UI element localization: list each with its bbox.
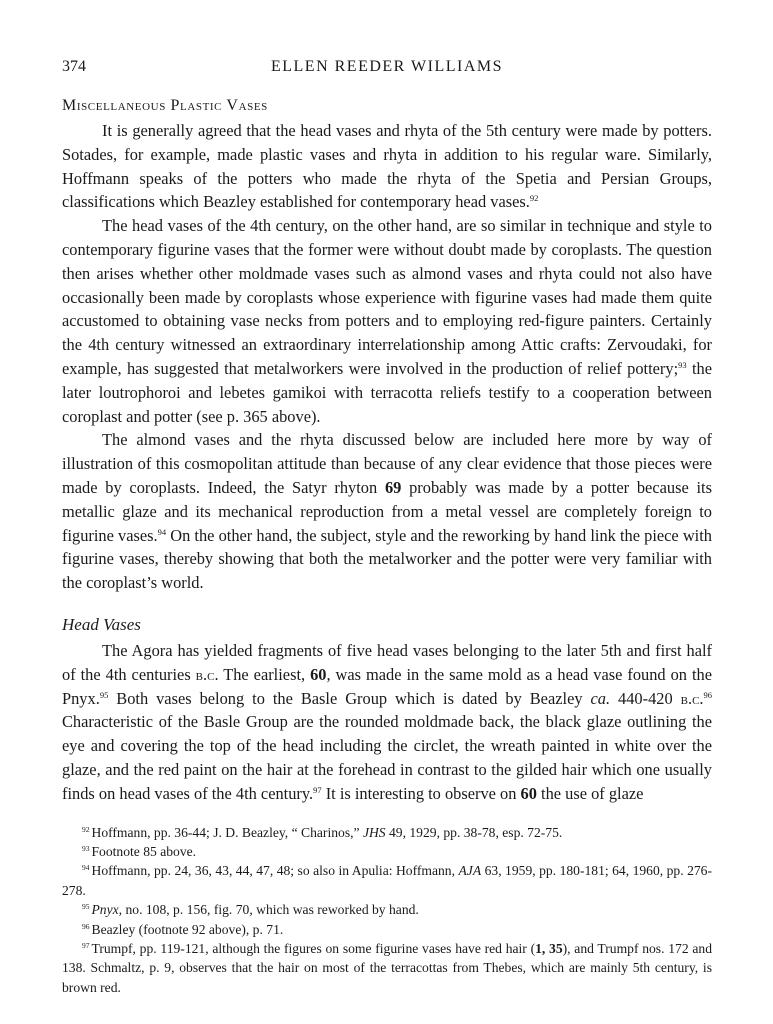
footnote-number: 96 xyxy=(82,921,90,931)
text-run: probably was made by a potter because its metallic glaze and its mechanical reproduction from a metal vessel are completely foreign to figurine vases. xyxy=(62,477,712,545)
text-run: the use of glaze xyxy=(536,783,644,803)
footnote-marker-96: 96 xyxy=(703,689,713,700)
footnote-95 xyxy=(62,900,712,919)
text-run: 440-420 xyxy=(610,688,681,708)
footnotes xyxy=(62,823,712,998)
running-head xyxy=(62,58,712,80)
text-run: It is generally agreed that the head vases and rhyta of the 5th century were made by potters. Sotades, for example, made plastic vases and rhyta in addition to his regular ware. Similarly, Hoffmann speaks of the potters who made the rhyta of the Spetia and Persian Groups, classifications which Beazley established for contemporary head vases. xyxy=(62,121,712,212)
journal-abbrev: JHS xyxy=(362,824,386,840)
text-run: no. 108, p. 156, fig. 70, which was reworked by hand. xyxy=(122,902,419,918)
paragraph xyxy=(62,214,712,428)
section-title-miscellaneous-plastic-vases: Miscellaneous Plastic Vases xyxy=(62,97,268,114)
footnote-number: 93 xyxy=(82,843,90,853)
section-body-head-vases xyxy=(62,639,712,806)
footnote-number: 97 xyxy=(82,940,90,950)
text-run: ), and Trumpf nos. 172 and 138. Schmaltz, p. 9, observes that the hair on most of the terracottas from Thebes, which are mainly 5th century, is brown red. xyxy=(62,940,712,995)
text-run: , was made in the same mold as a head vase found on the Pnyx. xyxy=(62,664,712,708)
footnote-marker-97: 97 xyxy=(313,784,322,795)
section-body-miscellaneous xyxy=(62,119,712,595)
text-run: 49, 1929, pp. 38-78, esp. 72-75. xyxy=(385,824,563,840)
footnote-number: 95 xyxy=(82,902,90,912)
catalog-ref-60: 60 xyxy=(520,783,537,803)
circa-abbrev: ca. xyxy=(590,688,611,708)
footnote-94 xyxy=(62,861,712,900)
text-run: Beazley (footnote 92 above), p. 71. xyxy=(91,921,284,937)
catalog-ref-60: 60 xyxy=(310,664,327,684)
footnote-number: 92 xyxy=(82,824,90,834)
text-run: The Agora has yielded fragments of five head vases belonging to the later 5th and first half of the 4th centuries xyxy=(62,640,712,684)
footnote-97 xyxy=(62,939,712,997)
footnote-marker-92: 92 xyxy=(529,193,539,204)
text-run: Footnote 85 above. xyxy=(91,843,197,859)
paragraph xyxy=(62,639,712,806)
paragraph xyxy=(62,119,712,214)
footnote-92 xyxy=(62,823,712,842)
section-title-head-vases: Head Vases xyxy=(62,614,141,634)
footnote-93 xyxy=(62,842,712,861)
footnote-number: 94 xyxy=(82,863,90,873)
text-run: On the other hand, the subject, style and the reworking by hand link the piece with figurine vases, thereby showing that both the metalworker and the potter were very familiar with the coroplast’s world. xyxy=(62,525,712,593)
text-run: 63, 1959, pp. 180-181; 64, 1960, pp. 276-278. xyxy=(62,863,712,898)
paragraph xyxy=(62,428,712,595)
text-run: Both vases belong to the Basle Group which is dated by Beazley xyxy=(108,688,591,708)
text-run: Trumpf, pp. 119-121, although the figures on some figurine vases have red hair ( xyxy=(91,940,536,956)
catalog-refs: 1, 35 xyxy=(535,940,563,956)
era-bc: b.c. xyxy=(680,688,704,708)
text-run: the later loutrophoroi and lebetes gamikoi with terracotta reliefs testify to a cooperation between coroplast and potter (see p. 365 above). xyxy=(62,358,713,426)
text-run: The almond vases and the rhyta discussed below are included here more by way of illustration of this cosmopolitan attitude than because of any clear evidence that those pieces were made by coroplasts. Indeed, the Satyr rhyton xyxy=(62,430,712,497)
page-number: 374 xyxy=(62,58,86,75)
text-run: Hoffmann, pp. 36-44; J. D. Beazley, “ Charinos,” xyxy=(91,824,363,840)
text-run: It is interesting to observe on xyxy=(321,783,521,803)
catalog-ref-69: 69 xyxy=(384,477,402,497)
text-run: The earliest, xyxy=(218,664,311,684)
text-run: The head vases of the 4th century, on the other hand, are so similar in technique and style to contemporary figurine vases that the former were without doubt made by coroplasts. The question then arises whether other moldmade vases such as almond vases and rhyta could not also have occasionally been made by coroplasts whose experience with figurine vases had made them quite accustomed to obtaining vase necks from potters and to employing red-figure painters. Certainly the 4th century witnessed an extraordinary interrelationship among Attic crafts: Zervoudaki, for example, has suggested that metalworkers were involved in the production of relief pottery; xyxy=(62,216,712,378)
footnote-96 xyxy=(62,920,712,939)
footnote-marker-93: 93 xyxy=(678,359,687,370)
text-run: Hoffmann, pp. 24, 36, 43, 44, 47, 48; so also in Apulia: Hoffmann, xyxy=(91,863,459,879)
journal-abbrev: AJA xyxy=(458,863,482,879)
running-head-author: ELLEN REEDER WILLIAMS xyxy=(270,58,504,75)
page xyxy=(62,58,712,997)
publication-abbrev: Pnyx, xyxy=(91,902,123,918)
footnote-marker-95: 95 xyxy=(99,689,109,700)
era-bc: b.c. xyxy=(195,664,219,684)
footnote-marker-94: 94 xyxy=(157,526,167,537)
text-run: Characteristic of the Basle Group are the rounded moldmade back, the black glaze outlining the eye and covering the top of the head including the circlet, the wreath painted in white over the glaze, and the red paint on the hair at the forehead in contrast to the gilded hair which one usually finds on head vases of the 4th century. xyxy=(62,712,712,803)
